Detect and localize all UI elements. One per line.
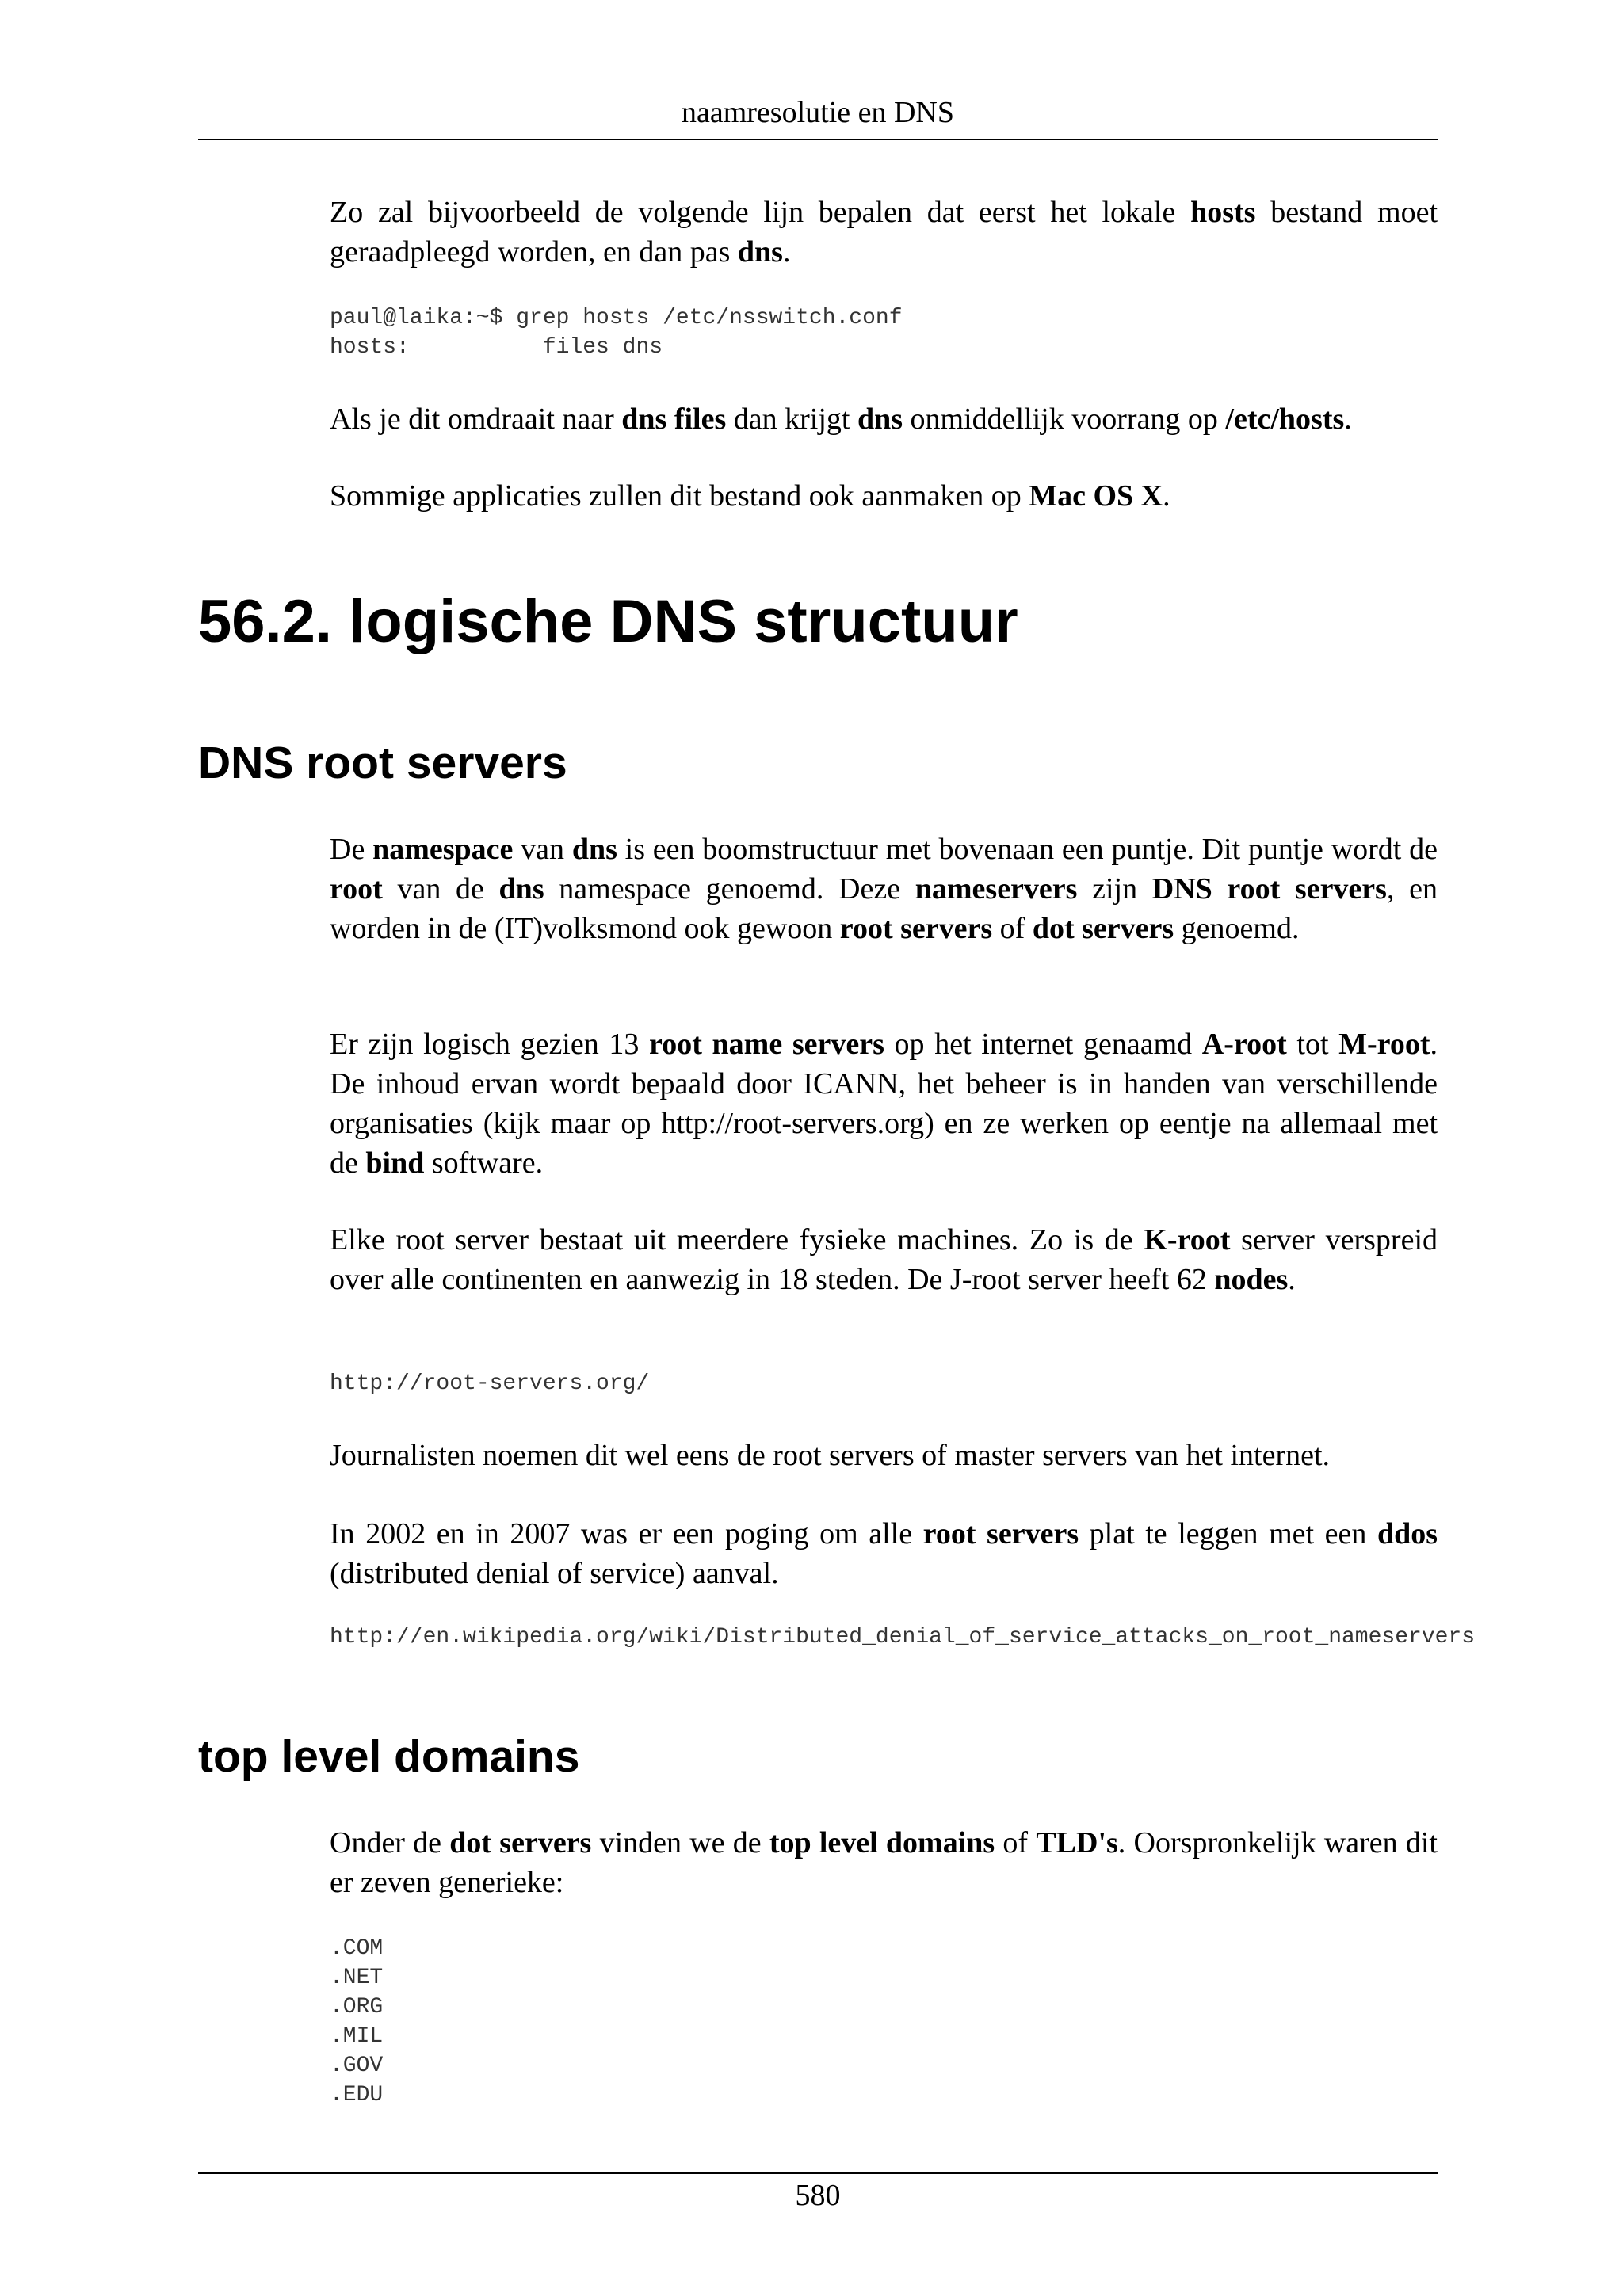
- bold-term: Mac OS X: [1029, 479, 1163, 513]
- tld-list: [330, 1934, 383, 2110]
- bold-term: DNS root servers: [1151, 872, 1387, 906]
- root-servers-paragraph-1: De namespace van dns is een boomstructuur met bovenaan een puntje. Dit puntje wordt de root van de dns namespace genoemd. Deze nameservers zijn DNS root servers, en worden in de (IT)volksmond ook gewoon root servers of dot servers genoemd.: [330, 833, 1438, 945]
- bold-term: nameservers: [915, 872, 1078, 906]
- section-heading: 56.2. logische DNS structuur: [198, 588, 1018, 655]
- code-line: hosts: files dns: [330, 335, 663, 360]
- bold-term: dns: [571, 833, 617, 866]
- bold-term: nodes: [1214, 1263, 1289, 1296]
- bold-term: root servers: [839, 912, 993, 945]
- bold-term: dns files: [621, 402, 727, 436]
- bold-term: TLD's: [1036, 1826, 1118, 1859]
- code-line: paul@laika:~$ grep hosts /etc/nsswitch.conf: [330, 306, 903, 330]
- bold-term: /etc/hosts: [1225, 402, 1345, 436]
- bold-term: hosts: [1190, 196, 1256, 229]
- subsection-heading-tld: top level domains: [198, 1731, 580, 1782]
- subsection-heading-root-servers: DNS root servers: [198, 738, 567, 788]
- root-servers-paragraph-5: In 2002 en in 2007 was er een poging om alle root servers plat te leggen met een ddos (distributed denial of service) aanval.: [330, 1517, 1438, 1590]
- list-item: .ORG: [330, 1995, 384, 2019]
- bold-term: dot servers: [1032, 912, 1174, 945]
- bold-term: dns: [498, 872, 544, 906]
- bold-term: dot servers: [449, 1826, 592, 1859]
- running-header: naamresolutie en DNS: [681, 96, 955, 129]
- bold-term: root servers: [922, 1517, 1079, 1550]
- bold-term: K-root: [1144, 1223, 1231, 1257]
- tld-paragraph-1: Onder de dot servers vinden we de top level domains of TLD's. Oorspronkelijk waren dit er zeven generieke:: [330, 1826, 1438, 1899]
- code-block-nsswitch: [330, 303, 903, 362]
- bold-term: bind: [365, 1146, 425, 1180]
- list-item: .GOV: [330, 2054, 384, 2078]
- bold-term: dns: [857, 402, 903, 436]
- bold-term: A-root: [1201, 1028, 1287, 1061]
- header-rule: [198, 139, 1438, 140]
- bold-term: root: [330, 872, 383, 906]
- list-item: .MIL: [330, 2024, 384, 2049]
- root-servers-paragraph-2: Er zijn logisch gezien 13 root name servers op het internet genaamd A-root tot M-root. De inhoud ervan wordt bepaald door ICANN, het beheer is in handen van verschillende organisaties (kijk maar op http://root-servers.org) en ze werken op eentje na allemaal met de bind software.: [330, 1028, 1438, 1180]
- bold-term: dns: [737, 235, 783, 269]
- intro-paragraph-1: Zo zal bijvoorbeeld de volgende lijn bepalen dat eerst het lokale hosts bestand moet geraadpleegd worden, en dan pas dns.: [330, 196, 1438, 269]
- root-servers-paragraph-3: Elke root server bestaat uit meerdere fysieke machines. Zo is de K-root server verspreid over alle continenten en aanwezig in 18 steden. De J-root server heeft 62 nodes.: [330, 1223, 1438, 1296]
- bold-term: M-root: [1338, 1028, 1430, 1061]
- list-item: .NET: [330, 1966, 384, 1990]
- page-number: 580: [795, 2179, 841, 2212]
- wikipedia-url: http://en.wikipedia.org/wiki/Distributed_denial_of_service_attacks_on_root_nameservers: [330, 1625, 1476, 1650]
- root-servers-url: http://root-servers.org/: [330, 1371, 650, 1396]
- root-servers-paragraph-4: Journalisten noemen dit wel eens de root servers of master servers van het internet.: [330, 1439, 1331, 1472]
- bold-term: namespace: [372, 833, 514, 866]
- list-item: .COM: [330, 1936, 384, 1961]
- bold-term: top level domains: [769, 1826, 995, 1859]
- intro-paragraph-3: Sommige applicaties zullen dit bestand ook aanmaken op Mac OS X.: [330, 479, 1170, 513]
- list-item: .EDU: [330, 2083, 384, 2107]
- bold-term: ddos: [1377, 1517, 1438, 1550]
- bold-term: root name servers: [649, 1028, 884, 1061]
- intro-paragraph-2: Als je dit omdraait naar dns files dan krijgt dns onmiddellijk voorrang op /etc/hosts.: [330, 402, 1352, 436]
